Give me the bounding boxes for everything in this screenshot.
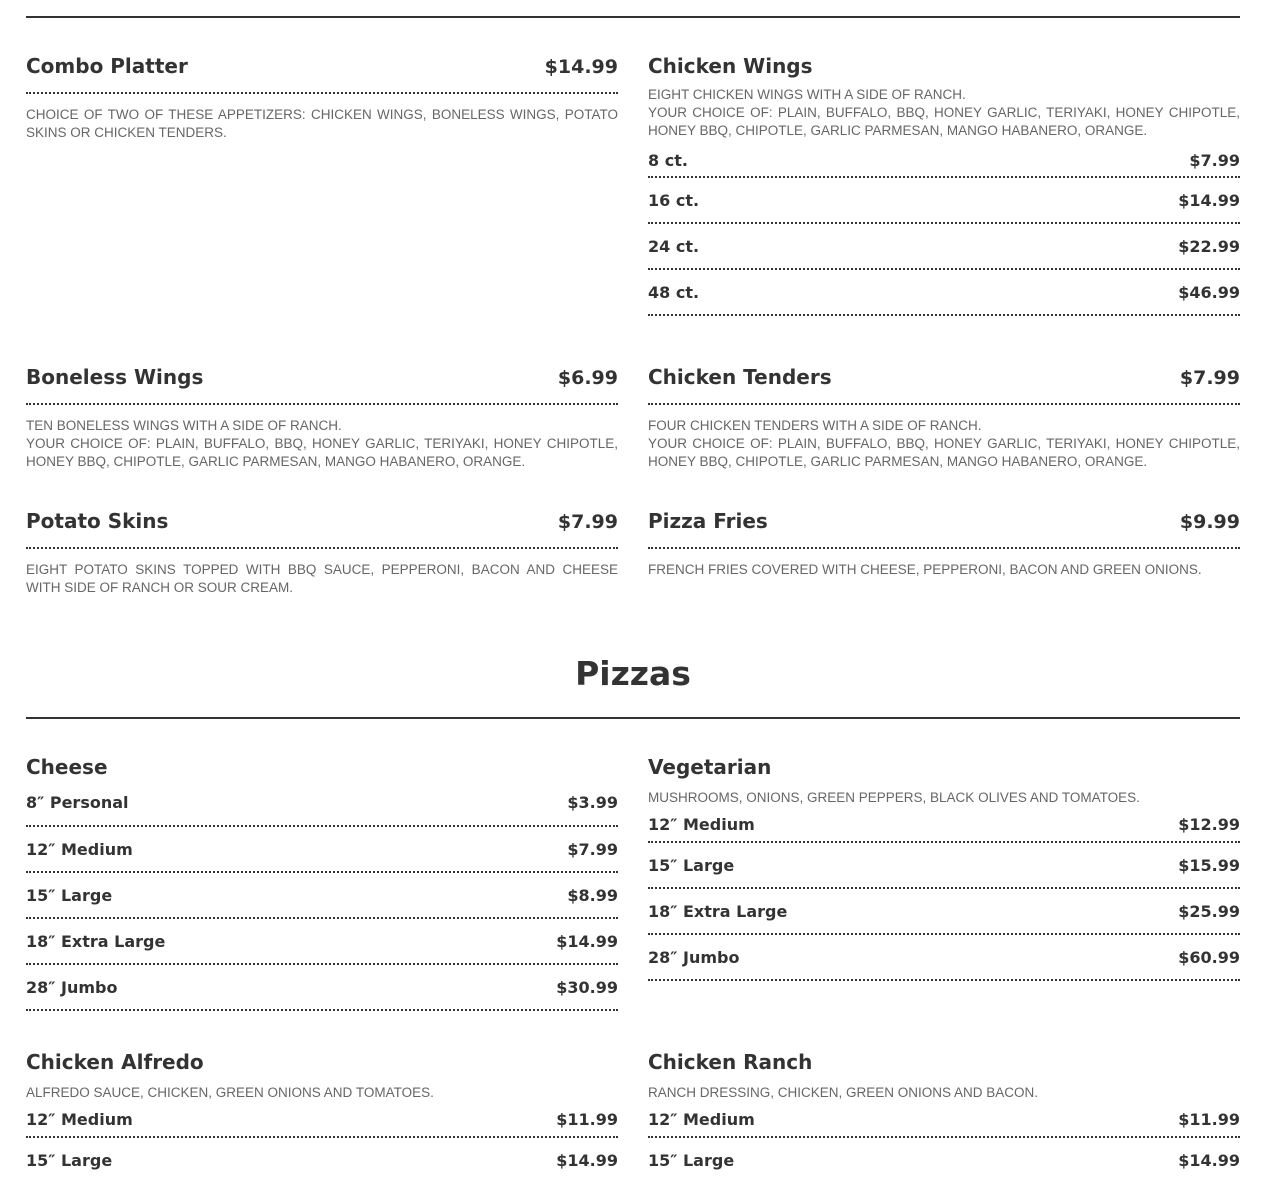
size-label: 28″ Jumbo — [648, 947, 740, 967]
item-name: Combo Platter — [26, 54, 188, 78]
size-price: $22.99 — [1178, 236, 1240, 256]
size-label: 12″ Medium — [648, 1109, 755, 1129]
menu-item-combo-platter — [26, 54, 618, 142]
menu-item-cheese-pizza — [26, 755, 618, 1011]
size-row — [26, 827, 618, 873]
item-name: Potato Skins — [26, 509, 169, 533]
description-line: YOUR CHOICE OF: PLAIN, BUFFALO, BBQ, HONEY GARLIC, TERIYAKI, HONEY CHIPOTLE, HONEY BBQ, CHIPOTLE, GARLIC PARMESAN, MANGO HABANERO, ORANGE. — [648, 105, 1240, 138]
menu-item-chicken-tenders — [648, 365, 1240, 471]
size-label: 12″ Medium — [648, 814, 755, 834]
menu-item-pizza-fries — [648, 509, 1240, 579]
menu-item-boneless-wings — [26, 365, 618, 471]
item-name: Cheese — [26, 755, 108, 779]
size-row — [648, 178, 1240, 224]
description-line: FRENCH FRIES COVERED WITH CHEESE, PEPPERONI, BACON AND GREEN ONIONS. — [648, 562, 1202, 577]
size-label: 18″ Extra Large — [26, 931, 166, 951]
size-price: $15.99 — [1178, 855, 1240, 875]
size-price: $14.99 — [556, 931, 618, 951]
description-line: EIGHT CHICKEN WINGS WITH A SIDE OF RANCH. — [648, 87, 966, 102]
size-price: $11.99 — [1178, 1109, 1240, 1129]
size-row — [26, 873, 618, 919]
item-price: $7.99 — [557, 511, 618, 533]
item-name: Chicken Ranch — [648, 1050, 813, 1074]
item-name: Chicken Alfredo — [26, 1050, 204, 1074]
description-line: YOUR CHOICE OF: PLAIN, BUFFALO, BBQ, HONEY GARLIC, TERIYAKI, HONEY CHIPOTLE, HONEY BBQ, CHIPOTLE, GARLIC PARMESAN, MANGO HABANERO, ORANGE. — [26, 436, 618, 469]
size-price: $12.99 — [1178, 814, 1240, 834]
section-divider-pizzas — [26, 717, 1240, 719]
item-description — [26, 561, 618, 597]
size-label: 16 ct. — [648, 190, 700, 210]
item-description — [26, 106, 618, 142]
size-price: $25.99 — [1178, 901, 1240, 921]
size-label: 48 ct. — [648, 282, 700, 302]
size-price: $3.99 — [567, 792, 618, 812]
size-row — [648, 1102, 1240, 1138]
item-name: Chicken Tenders — [648, 365, 832, 389]
size-price: $30.99 — [556, 977, 618, 997]
item-name: Boneless Wings — [26, 365, 204, 389]
size-price: $8.99 — [567, 885, 618, 905]
size-price-list — [648, 1102, 1240, 1182]
item-price: $7.99 — [1179, 367, 1240, 389]
size-label: 12″ Medium — [26, 839, 133, 859]
size-price: $14.99 — [1178, 1150, 1240, 1170]
size-price: $46.99 — [1178, 282, 1240, 302]
size-row — [26, 779, 618, 827]
menu-item-potato-skins — [26, 509, 618, 597]
size-label: 24 ct. — [648, 236, 700, 256]
item-description: RANCH DRESSING, CHICKEN, GREEN ONIONS AND BACON. — [648, 1085, 1039, 1100]
item-description — [26, 417, 618, 471]
size-row — [648, 270, 1240, 316]
size-price: $7.99 — [567, 839, 618, 859]
item-description — [648, 86, 1240, 140]
size-price-list — [26, 779, 618, 1011]
menu-item-chicken-ranch-pizza — [648, 1050, 1240, 1182]
size-row — [26, 965, 618, 1011]
section-divider-top — [26, 16, 1240, 18]
size-row — [648, 224, 1240, 270]
section-title-pizzas: Pizzas — [575, 654, 691, 693]
menu-item-chicken-alfredo-pizza — [26, 1050, 618, 1182]
description-line: FOUR CHICKEN TENDERS WITH A SIDE OF RANCH. — [648, 418, 982, 433]
menu-item-vegetarian-pizza — [648, 755, 1240, 981]
item-price: $6.99 — [557, 367, 618, 389]
description-line: EIGHT POTATO SKINS TOPPED WITH BBQ SAUCE, PEPPERONI, BACON AND CHEESE WITH SIDE OF RANCH OR SOUR CREAM. — [26, 562, 618, 595]
description-line: TEN BONELESS WINGS WITH A SIDE OF RANCH. — [26, 418, 342, 433]
item-price: $14.99 — [544, 56, 618, 78]
size-label: 15″ Large — [26, 885, 113, 905]
item-name: Vegetarian — [648, 755, 772, 779]
item-price: $9.99 — [1179, 511, 1240, 533]
size-row — [26, 1138, 618, 1182]
size-row — [648, 889, 1240, 935]
size-label: 8 ct. — [648, 150, 688, 170]
item-description: ALFREDO SAUCE, CHICKEN, GREEN ONIONS AND TOMATOES. — [26, 1085, 434, 1100]
size-price: $14.99 — [1178, 190, 1240, 210]
size-label: 28″ Jumbo — [26, 977, 118, 997]
item-name: Pizza Fries — [648, 509, 768, 533]
size-row — [26, 1102, 618, 1138]
item-description — [648, 561, 1240, 579]
size-row — [648, 1138, 1240, 1182]
item-name: Chicken Wings — [648, 54, 813, 78]
menu-item-chicken-wings — [648, 54, 1240, 316]
size-label: 15″ Large — [26, 1150, 113, 1170]
item-description — [648, 417, 1240, 471]
size-price-list — [648, 144, 1240, 316]
size-label: 12″ Medium — [26, 1109, 133, 1129]
size-price: $11.99 — [556, 1109, 618, 1129]
size-price-list — [26, 1102, 618, 1182]
description-line: CHOICE OF TWO OF THESE APPETIZERS: CHICKEN WINGS, BONELESS WINGS, POTATO SKINS OR CHICKEN TENDERS. — [26, 107, 618, 140]
size-price: $7.99 — [1189, 150, 1240, 170]
size-price: $14.99 — [556, 1150, 618, 1170]
size-row — [648, 843, 1240, 889]
description-line: YOUR CHOICE OF: PLAIN, BUFFALO, BBQ, HONEY GARLIC, TERIYAKI, HONEY CHIPOTLE, HONEY BBQ, CHIPOTLE, GARLIC PARMESAN, MANGO HABANERO, ORANGE. — [648, 436, 1240, 469]
size-row — [648, 935, 1240, 981]
size-label: 18″ Extra Large — [648, 901, 788, 921]
size-price: $60.99 — [1178, 947, 1240, 967]
size-price-list — [648, 807, 1240, 981]
item-description: MUSHROOMS, ONIONS, GREEN PEPPERS, BLACK OLIVES AND TOMATOES. — [648, 790, 1140, 805]
size-label: 15″ Large — [648, 855, 735, 875]
size-label: 8″ Personal — [26, 792, 129, 812]
size-row — [26, 919, 618, 965]
size-row — [648, 807, 1240, 843]
size-label: 15″ Large — [648, 1150, 735, 1170]
size-row — [648, 144, 1240, 178]
